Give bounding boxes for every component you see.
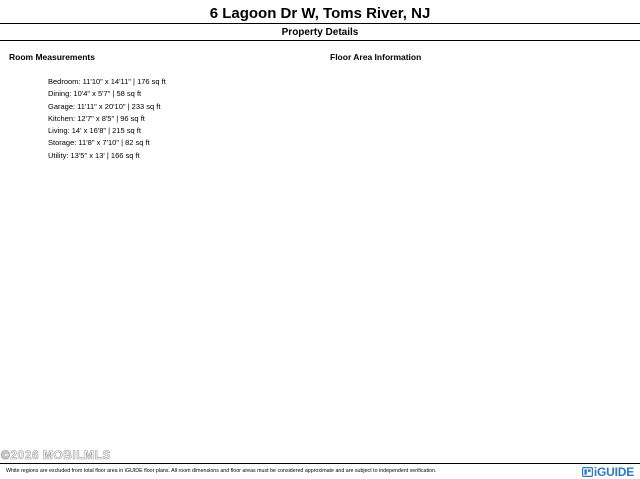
room-item-utility: Utility: 13'5" x 13' | 166 sq ft — [48, 150, 140, 160]
page-title: 6 Lagoon Dr W, Toms River, NJ — [209, 5, 431, 22]
footer-divider — [0, 463, 640, 464]
room-item-kitchen: Kitchen: 12'7" x 8'5" | 96 sq ft — [48, 113, 145, 123]
room-item-bedroom: Bedroom: 11'10" x 14'11" | 176 sq ft — [48, 77, 166, 86]
section-subtitle: Property Details — [281, 27, 359, 38]
room-item-storage: Storage: 11'8" x 7'10" | 82 sq ft — [48, 138, 150, 148]
title-divider — [0, 23, 640, 24]
brand-name: iGUIDE — [593, 465, 634, 479]
room-item-living: Living: 14' x 16'8" | 215 sq ft — [48, 126, 141, 136]
disclaimer-text: White regions are excluded from total floor area in iGUIDE floor plans. All room dimensions and floor areas must be considered approximate and are subject to independent verification. — [6, 468, 437, 474]
subtitle-divider — [0, 40, 640, 41]
room-item-garage: Garage: 11'11" x 20'10" | 233 sq ft — [48, 101, 161, 111]
iguide-brand — [582, 465, 634, 479]
mls-watermark: ©2026 MOBILMLS — [1, 448, 111, 462]
room-measurements-heading: Room Measurements — [9, 52, 95, 62]
floor-area-heading: Floor Area Information — [330, 52, 422, 62]
iguide-logo-icon — [582, 467, 593, 477]
room-item-dining: Dining: 10'4" x 5'7" | 58 sq ft — [48, 89, 142, 99]
room-list — [48, 76, 166, 162]
